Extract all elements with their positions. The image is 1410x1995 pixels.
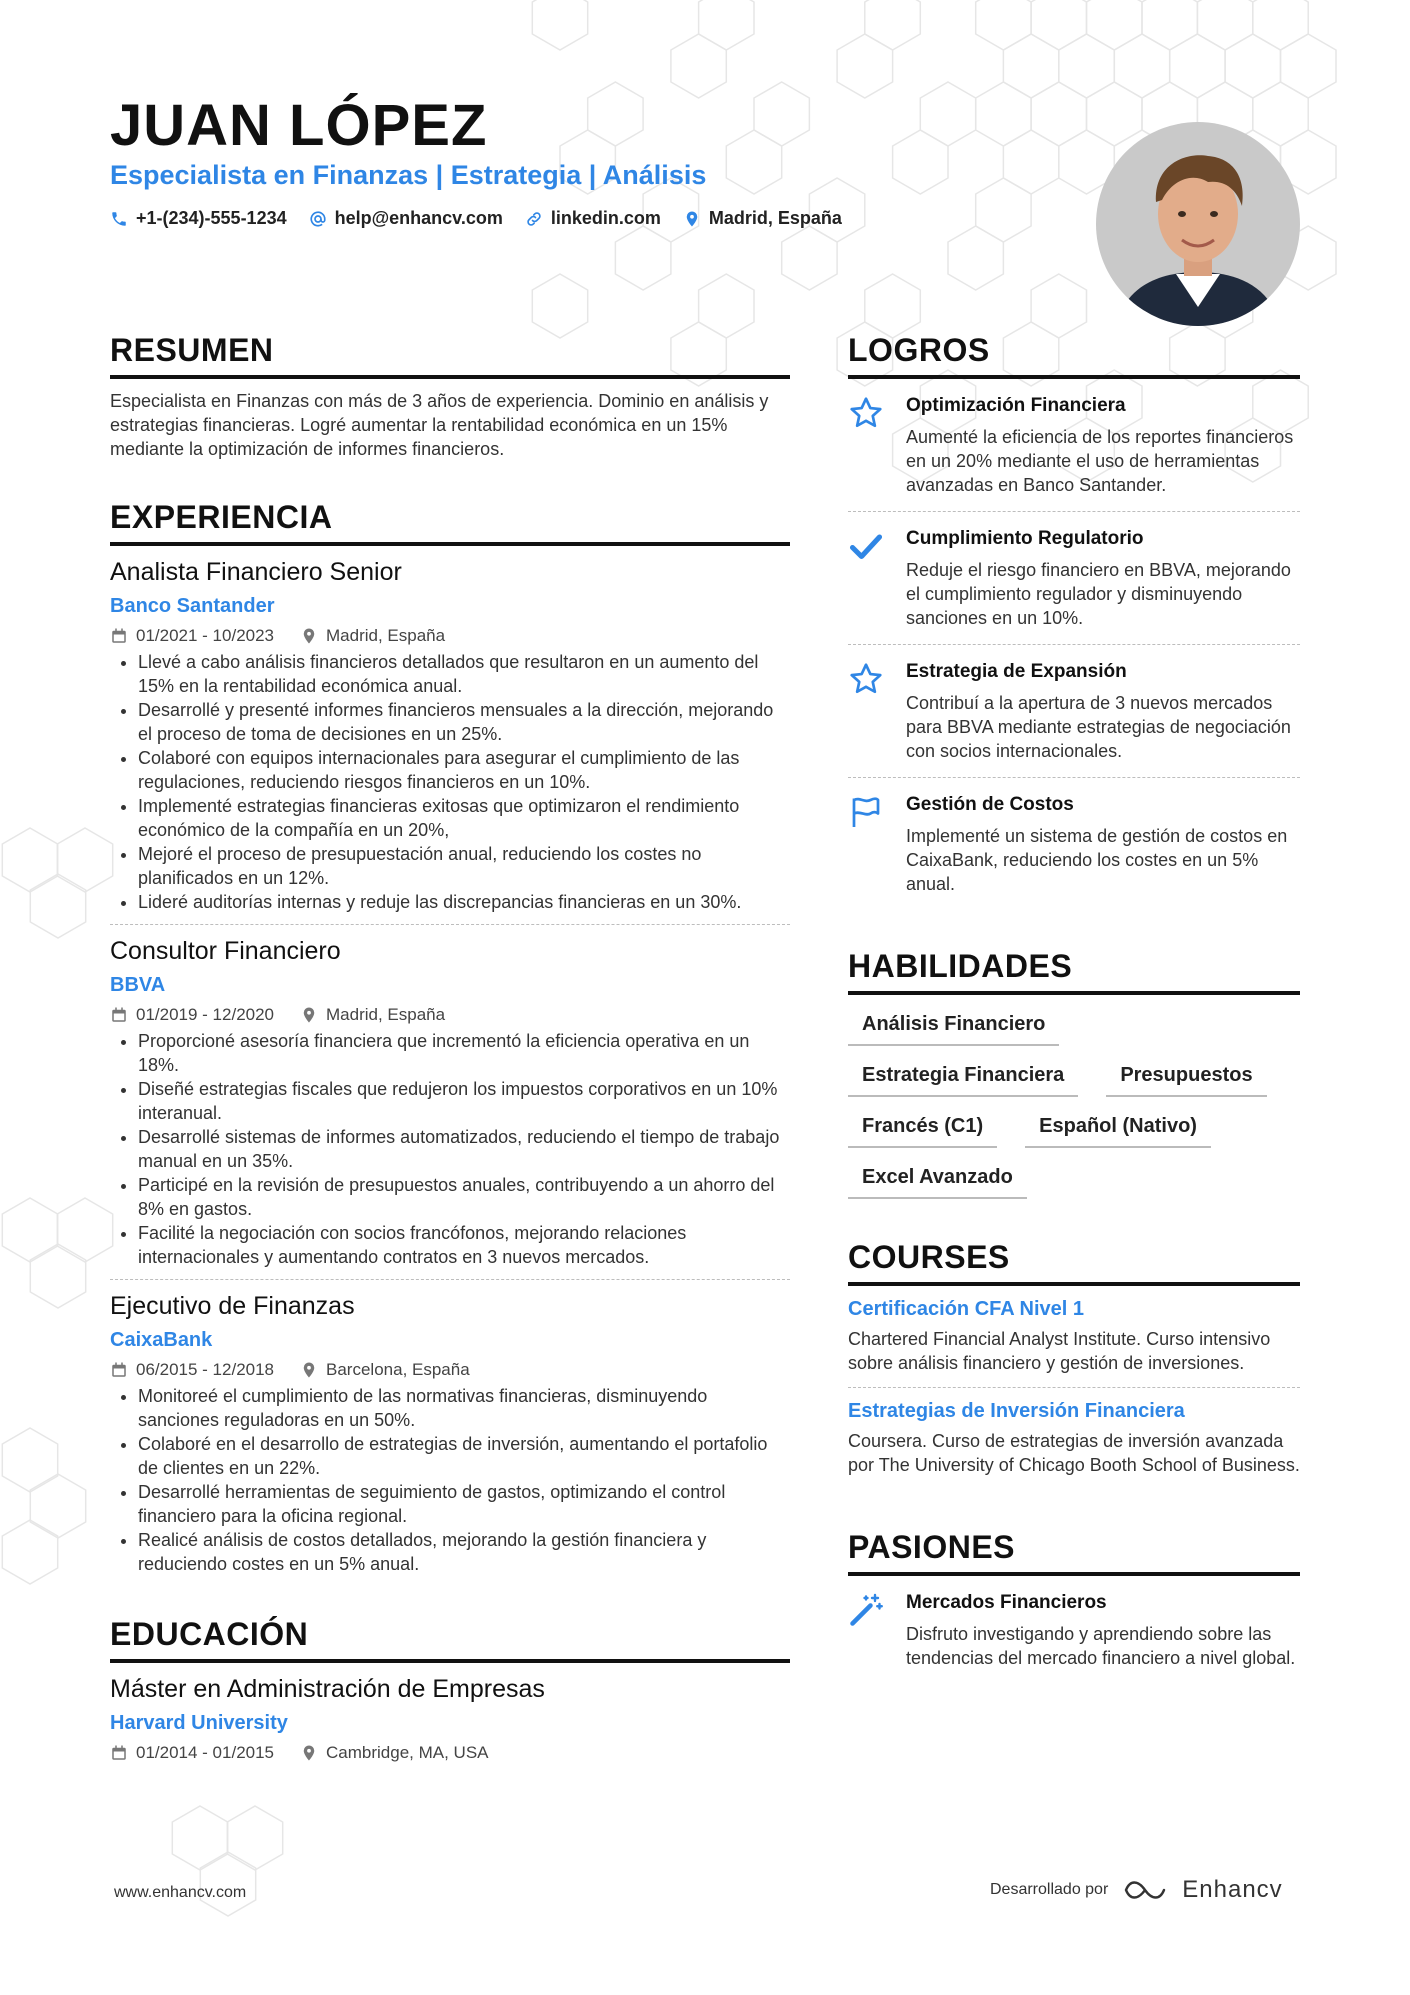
job-role: Analista Financiero Senior: [110, 558, 402, 586]
powered-by-text: Desarrollado por: [990, 1881, 1109, 1898]
list-item: • Desarrollé y presenté informes financieros mensuales a la dirección, mejorando el proceso de toma de decisiones en un 25%.: [138, 698, 790, 746]
job-dates: 01/2021 - 10/2023: [136, 626, 275, 645]
education-heading: EDUCACIÓN: [110, 1616, 790, 1663]
achievement-item: [848, 777, 1300, 910]
job-meta: [110, 1005, 790, 1025]
job-meta: [110, 626, 790, 646]
achievement-desc: Contribuí a la apertura de 3 nuevos mercados para BBVA mediante estrategias de negociación con socios internacionales.: [906, 693, 1291, 761]
skill-tag: Presupuestos: [1106, 1060, 1266, 1097]
list-item: • Desarrollé sistemas de informes automatizados, reduciendo el tiempo de trabajo manual en un 35%.: [138, 1125, 790, 1173]
job-entry: [110, 1279, 790, 1586]
list-item: • Realicé análisis de costos detallados, mejorando la gestión financiera y reduciendo costes en un 5% anual.: [138, 1528, 790, 1576]
job-role: Ejecutivo de Finanzas: [110, 1292, 355, 1320]
list-item: • Llevé a cabo análisis financieros detallados que resultaron en un aumento del 15% en la rentabilidad económica anual.: [138, 650, 790, 698]
magic-wand-icon: [848, 1592, 884, 1628]
passion-desc: Disfruto investigando y aprendiendo sobre las tendencias del mercado financiero a nivel global.: [906, 1624, 1296, 1668]
list-item: • Facilité la negociación con socios francófonos, mejorando relaciones internacionales y aumentando contratos en 3 nuevos mercados.: [138, 1221, 790, 1269]
summary-text: Especialista en Finanzas con más de 3 años de experiencia. Dominio en análisis y estrategias financieras. Logré aumentar la rentabilidad económica en un 15% mediante la optimización de informes financieros.: [110, 391, 769, 459]
course-desc: Chartered Financial Analyst Institute. Curso intensivo sobre análisis financiero y gestión de inversiones.: [848, 1329, 1271, 1373]
course-item: [848, 1286, 1300, 1387]
achievement-title: Optimización Financiera: [906, 395, 1126, 416]
list-item: • Desarrollé herramientas de seguimiento de gastos, optimizando el control financiero para la oficina regional.: [138, 1480, 790, 1528]
job-meta: [110, 1360, 790, 1380]
achievement-desc: Reduje el riesgo financiero en BBVA, mejorando el cumplimiento regulador y disminuyendo sanciones en un 10%.: [906, 560, 1291, 628]
job-role: Consultor Financiero: [110, 937, 341, 965]
enhancv-logo-icon: [1122, 1877, 1168, 1903]
job-location: Madrid, España: [326, 626, 446, 645]
course-item: [848, 1387, 1300, 1489]
calendar-icon: [110, 1006, 128, 1024]
list-item: • Monitoreé el cumplimiento de las normativas financieras, disminuyendo sanciones reguladoras en un 50%.: [138, 1384, 790, 1432]
location-pin-icon: [300, 1744, 318, 1762]
skills-heading: HABILIDADES: [848, 948, 1300, 995]
footer-website[interactable]: www.enhancv.com: [114, 1884, 247, 1901]
achievement-desc: Implementé un sistema de gestión de costos en CaixaBank, reduciendo los costes en un 5% anual.: [906, 826, 1288, 894]
star-icon: [848, 661, 884, 697]
education-dates: 01/2014 - 01/2015: [136, 1743, 275, 1762]
skill-tag: Francés (C1): [848, 1111, 997, 1148]
list-item: • Mejoré el proceso de presupuestación anual, reduciendo los costes no planificados en un 12%.: [138, 842, 790, 890]
job-dates: 01/2019 - 12/2020: [136, 1005, 275, 1024]
skills-section: [848, 948, 1300, 1199]
list-item: • Implementé estrategias financieras exitosas que optimizaron el rendimiento económico de la compañía en un 20%,: [138, 794, 790, 842]
summary-heading: RESUMEN: [110, 332, 790, 379]
list-item: • Participé en la revisión de presupuestos anuales, contribuyendo a un ahorro del 8% en gastos.: [138, 1173, 790, 1221]
brand-name: Enhancv: [1182, 1876, 1283, 1903]
job-bullets: [110, 650, 790, 914]
course-title: Estrategias de Inversión Financiera: [848, 1400, 1185, 1422]
degree: Máster en Administración de Empresas: [110, 1675, 545, 1703]
skill-tag: Estrategia Financiera: [848, 1060, 1078, 1097]
achievement-item: [848, 511, 1300, 644]
school: Harvard University: [110, 1712, 288, 1734]
contact-linkedin[interactable]: [525, 208, 661, 229]
calendar-icon: [110, 627, 128, 645]
list-item: • Colaboré con equipos internacionales para asegurar el cumplimiento de las regulaciones, reduciendo riesgos financieros en un 10%.: [138, 746, 790, 794]
skill-tag: Excel Avanzado: [848, 1162, 1027, 1199]
calendar-icon: [110, 1744, 128, 1762]
list-item: • Diseñé estrategias fiscales que redujeron los impuestos corporativos en un 10% interanual.: [138, 1077, 790, 1125]
left-column: [110, 332, 790, 1801]
job-bullets: [110, 1029, 790, 1269]
job-location: Barcelona, España: [326, 1360, 470, 1379]
achievement-item: [848, 644, 1300, 777]
skills-list: [848, 1009, 1300, 1199]
skill-tag: Análisis Financiero: [848, 1009, 1059, 1046]
contact-email[interactable]: [309, 208, 503, 229]
experience-heading: EXPERIENCIA: [110, 499, 790, 546]
contact-location: [683, 208, 842, 229]
link-icon: [525, 210, 543, 228]
job-company: Banco Santander: [110, 595, 275, 617]
check-icon: [848, 528, 884, 564]
course-desc: Coursera. Curso de estrategias de inversión avanzada por The University of Chicago Booth School of Business.: [848, 1431, 1300, 1475]
location-pin-icon: [300, 627, 318, 645]
summary-section: [110, 332, 790, 461]
job-entry: [110, 924, 790, 1279]
contact-bar: [110, 208, 842, 229]
email-text: help@enhancv.com: [334, 208, 503, 228]
achievement-item: [848, 379, 1300, 511]
job-entry: [110, 546, 790, 924]
course-title: Certificación CFA Nivel 1: [848, 1298, 1084, 1320]
achievement-title: Cumplimiento Regulatorio: [906, 528, 1144, 549]
achievement-title: Gestión de Costos: [906, 794, 1074, 815]
courses-section: [848, 1239, 1300, 1489]
location-pin-icon: [300, 1006, 318, 1024]
achievements-section: [848, 332, 1300, 910]
courses-heading: COURSES: [848, 1239, 1300, 1286]
job-bullets: [110, 1384, 790, 1576]
achievement-title: Estrategia de Expansión: [906, 661, 1127, 682]
linkedin-text: linkedin.com: [550, 208, 661, 228]
candidate-title: Especialista en Finanzas | Estrategia | Análisis: [110, 160, 707, 190]
job-location: Madrid, España: [326, 1005, 446, 1024]
job-company: CaixaBank: [110, 1329, 213, 1351]
education-meta: [110, 1743, 790, 1763]
location-text: Madrid, España: [708, 208, 842, 228]
calendar-icon: [110, 1361, 128, 1379]
job-dates: 06/2015 - 12/2018: [136, 1360, 275, 1379]
footer-brand: [990, 1876, 1283, 1904]
experience-section: [110, 499, 790, 1586]
star-icon: [848, 395, 884, 431]
phone-text: +1-(234)-555-1234: [136, 208, 287, 228]
achievement-desc: Aumenté la eficiencia de los reportes financieros en un 20% mediante el uso de herramientas avanzadas en Banco Santander.: [906, 427, 1294, 495]
contact-phone[interactable]: [110, 208, 287, 229]
list-item: • Proporcioné asesoría financiera que incrementó la eficiencia operativa en un 18%.: [138, 1029, 790, 1077]
passions-heading: PASIONES: [848, 1529, 1300, 1576]
at-icon: [309, 210, 327, 228]
list-item: • Colaboré en el desarrollo de estrategias de inversión, aumentando el portafolio de clientes en un 22%.: [138, 1432, 790, 1480]
location-pin-icon: [300, 1361, 318, 1379]
passion-item: [848, 1576, 1300, 1684]
right-column: [848, 332, 1300, 1712]
phone-icon: [110, 210, 128, 228]
education-location: Cambridge, MA, USA: [326, 1743, 489, 1762]
candidate-name: JUAN LÓPEZ: [110, 93, 488, 158]
education-section: [110, 1616, 790, 1773]
achievements-heading: LOGROS: [848, 332, 1300, 379]
flag-icon: [848, 794, 884, 830]
location-pin-icon: [683, 210, 701, 228]
job-company: BBVA: [110, 974, 166, 996]
avatar: [1096, 122, 1300, 326]
list-item: • Lideré auditorías internas y reduje las discrepancias financieras en un 30%.: [138, 890, 790, 914]
passion-title: Mercados Financieros: [906, 1592, 1107, 1613]
skill-tag: Español (Nativo): [1025, 1111, 1211, 1148]
passions-section: [848, 1529, 1300, 1684]
education-entry: [110, 1663, 790, 1773]
